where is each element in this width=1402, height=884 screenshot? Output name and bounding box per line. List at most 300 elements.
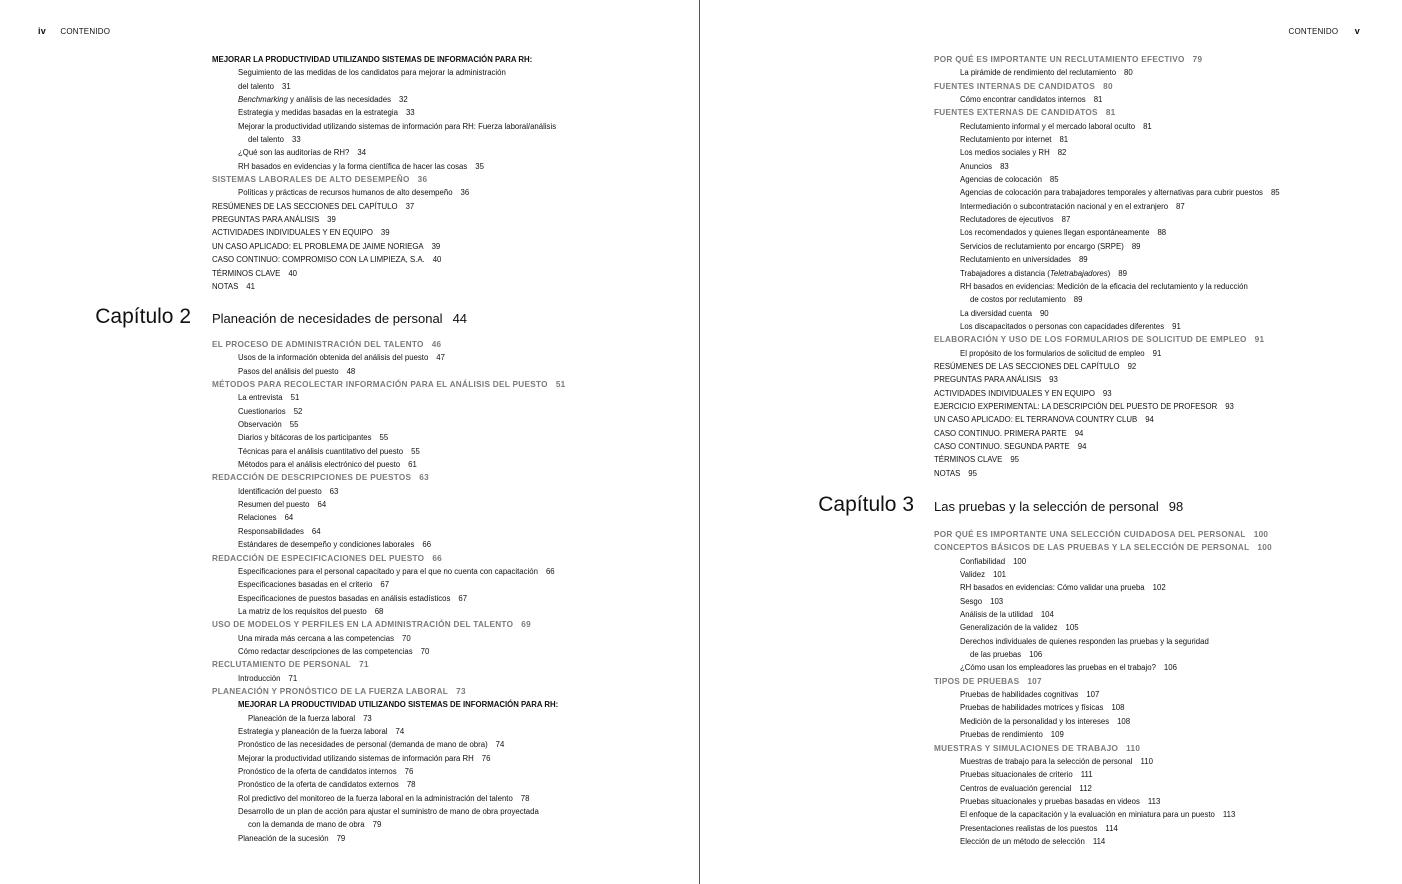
toc-entry-text: ACTIVIDADES INDIVIDUALES Y EN EQUIPO	[934, 388, 1095, 398]
toc-subentry	[212, 80, 682, 93]
toc-entry-text: POR QUÉ ES IMPORTANTE UNA SELECCIÓN CUIDADOSA DEL PERSONAL	[934, 530, 1246, 539]
toc-section-heading	[212, 658, 682, 671]
toc-page-number: 79	[372, 820, 382, 830]
toc-page-number: 101	[993, 570, 1007, 580]
right-toc-top	[934, 53, 1402, 480]
toc-subentry	[934, 240, 1402, 253]
toc-subentry	[212, 511, 682, 524]
toc-subentry	[212, 351, 682, 364]
toc-entry-text: RH basados en evidencias y la forma científica de hacer las cosas	[238, 161, 468, 171]
toc-page-number: 67	[380, 580, 390, 590]
toc-entry-text: Especificaciones para el personal capacitado y para el que no cuenta con capacitación	[238, 566, 538, 576]
toc-entry-text: Anuncios	[960, 161, 993, 171]
toc-end-item	[934, 453, 1402, 466]
toc-page-number: 107	[1086, 690, 1100, 700]
toc-entry-text: Pronóstico de la oferta de candidatos externos	[238, 780, 399, 790]
toc-entry-text: Intermediación o subcontratación nacional y en el extranjero	[960, 201, 1169, 211]
toc-entry-text: Especificaciones de puestos basadas en análisis estadísticos	[238, 593, 451, 603]
toc-entry-text: Pruebas situacionales de criterio	[960, 770, 1073, 780]
toc-entry-text: Pronóstico de la oferta de candidatos internos	[238, 767, 397, 776]
toc-subentry	[934, 347, 1402, 360]
toc-page-number: 89	[1118, 268, 1127, 278]
chapter-3-title: Las pruebas y la selección de personal 98	[934, 499, 1184, 514]
toc-section-heading	[934, 742, 1402, 755]
toc-entry-text: Cómo redactar descripciones de las competencias	[238, 646, 413, 656]
toc-entry-text: TIPOS DE PRUEBAS	[934, 676, 1020, 686]
toc-subentry	[934, 173, 1402, 186]
toc-page-number: 70	[420, 646, 430, 656]
toc-page-number: 68	[374, 606, 384, 616]
toc-entry-text: La entrevista	[238, 393, 283, 403]
toc-subentry	[212, 765, 682, 778]
toc-page-number: 91	[1172, 321, 1181, 331]
toc-subentry	[212, 792, 682, 805]
toc-page-number: 95	[1010, 455, 1019, 465]
toc-page-number: 47	[436, 353, 445, 363]
toc-entry-text: Trabajadores a distancia (Teletrabajadores)	[960, 268, 1111, 278]
toc-subentry	[212, 605, 682, 618]
toc-subentry	[212, 133, 682, 146]
toc-subentry	[212, 578, 682, 591]
left-toc-top	[212, 53, 682, 293]
toc-entry-text: Estrategia y planeación de la fuerza laboral	[238, 726, 388, 736]
toc-entry-text: Técnicas para el análisis cuantitativo del puesto	[238, 446, 404, 456]
toc-entry-text: Rol predictivo del monitoreo de la fuerza laboral en la administración del talento	[238, 793, 513, 803]
toc-entry-text: UN CASO APLICADO: EL TERRANOVA COUNTRY CLUB	[934, 415, 1138, 425]
toc-subentry	[934, 715, 1402, 728]
toc-entry-text: El propósito de los formularios de solicitud de empleo	[960, 348, 1145, 358]
toc-entry-text: ACTIVIDADES INDIVIDUALES Y EN EQUIPO	[212, 228, 373, 238]
toc-entry-text: Reclutamiento informal y el mercado laboral oculto	[960, 121, 1136, 131]
toc-page-number: 90	[1039, 308, 1049, 318]
toc-section-heading	[934, 80, 1402, 93]
toc-subentry	[934, 595, 1402, 608]
toc-entry-text: RH basados en evidencias: Medición de la eficacia del reclutamiento y la reducción	[960, 281, 1248, 291]
toc-subentry	[212, 418, 682, 431]
right-running-title: CONTENIDO	[1288, 27, 1339, 36]
toc-entry-text: Responsabilidades	[238, 526, 304, 536]
toc-entry-text: Muestras de trabajo para la selección de personal	[960, 756, 1133, 766]
toc-subentry	[934, 688, 1402, 701]
toc-subentry	[934, 93, 1402, 106]
toc-page-number: 114	[1092, 836, 1106, 846]
toc-page-number: 51	[555, 380, 566, 390]
toc-page-number: 48	[346, 366, 356, 376]
toc-page-number: 31	[281, 81, 291, 91]
toc-subentry	[212, 120, 682, 133]
toc-entry-text: RH basados en evidencias: Cómo validar una prueba	[960, 583, 1145, 593]
toc-subentry	[212, 160, 682, 173]
toc-page-number: 55	[289, 420, 299, 430]
toc-page-number: 40	[432, 255, 442, 265]
toc-bold-heading	[212, 53, 682, 66]
toc-entry-text: UN CASO APLICADO: EL PROBLEMA DE JAIME NORIEGA	[212, 241, 424, 251]
toc-entry-text: Métodos para el análisis electrónico del puesto	[238, 460, 401, 470]
toc-section-heading	[212, 338, 682, 351]
toc-subentry	[934, 267, 1402, 280]
toc-section-heading	[934, 528, 1402, 541]
toc-entry-text: TÉRMINOS CLAVE	[934, 455, 1003, 465]
toc-entry-text: Agencias de colocación para trabajadores temporales y alternativas para cubrir puestos	[960, 188, 1263, 198]
toc-entry-text: Benchmarking y análisis de las necesidades	[238, 95, 391, 105]
toc-entry-text: Una mirada más cercana a las competencias	[238, 633, 395, 643]
toc-subentry	[934, 66, 1402, 79]
toc-subentry	[212, 405, 682, 418]
toc-page-number: 33	[291, 135, 301, 145]
toc-page-number: 100	[1253, 530, 1269, 539]
toc-subentry	[934, 768, 1402, 781]
toc-entry-text: POR QUÉ ES IMPORTANTE UN RECLUTAMIENTO EFECTIVO	[934, 55, 1185, 64]
toc-page-number: 89	[1131, 241, 1141, 251]
toc-end-item	[212, 267, 682, 280]
toc-entry-text: PLANEACIÓN Y PRONÓSTICO DE LA FUERZA LABORAL	[212, 686, 449, 696]
toc-entry-text: PREGUNTAS PARA ANÁLISIS	[212, 215, 320, 225]
toc-entry-text: Validez	[960, 570, 985, 580]
toc-subentry	[212, 778, 682, 791]
toc-subentry	[212, 391, 682, 404]
toc-page-number: 76	[481, 753, 491, 763]
toc-page-number: 34	[357, 148, 367, 158]
toc-page-number: 66	[432, 553, 443, 563]
toc-entry-text: Los recomendados y quienes llegan espontáneamente	[960, 228, 1150, 238]
toc-entry-text: NOTAS	[934, 468, 961, 478]
toc-entry-text: EL PROCESO DE ADMINISTRACIÓN DEL TALENTO	[212, 340, 424, 349]
toc-page-number: 113	[1147, 796, 1161, 806]
toc-entry-text: Los discapacitados o personas con capacidades diferentes	[960, 321, 1165, 331]
toc-page-number: 63	[329, 486, 339, 496]
toc-entry-text: El enfoque de la capacitación y la evaluación en miniatura para un puesto	[960, 810, 1215, 820]
toc-page-number: 66	[422, 540, 432, 550]
toc-page-number: 89	[1078, 255, 1088, 265]
toc-page-number: 108	[1117, 716, 1131, 726]
toc-page-number: 85	[1270, 188, 1280, 198]
toc-entry-text: CASO CONTINUO: COMPROMISO CON LA LIMPIEZA, S.A.	[212, 255, 425, 265]
toc-end-item	[934, 400, 1402, 413]
toc-subentry	[934, 728, 1402, 741]
toc-section-heading	[212, 618, 682, 631]
toc-subentry	[934, 822, 1402, 835]
toc-subentry	[934, 808, 1402, 821]
toc-section-heading	[934, 675, 1402, 688]
toc-page-number: 102	[1152, 583, 1166, 593]
toc-subentry	[212, 146, 682, 159]
toc-page-number: 87	[1061, 215, 1071, 225]
toc-subentry	[212, 632, 682, 645]
toc-section-heading	[212, 173, 682, 186]
toc-entry-text: Resumen del puesto	[238, 500, 310, 510]
left-running-head	[38, 26, 110, 36]
toc-entry-text: EJERCICIO EXPERIMENTAL: LA DESCRIPCIÓN DEL PUESTO DE PROFESOR	[934, 401, 1218, 411]
toc-page-number: 112	[1079, 783, 1092, 793]
toc-entry-text: Introducción	[238, 673, 281, 683]
toc-section-heading	[934, 333, 1402, 346]
toc-page-number: 104	[1040, 610, 1054, 620]
toc-entry-text: de costos por reclutamiento	[970, 295, 1066, 305]
toc-subentry	[934, 200, 1402, 213]
toc-page-number: 80	[1124, 68, 1133, 78]
right-page	[701, 0, 1402, 884]
toc-entry-text: ¿Cómo usan los empleadores las pruebas en el trabajo?	[960, 663, 1156, 673]
toc-subentry	[934, 160, 1402, 173]
toc-end-item	[212, 240, 682, 253]
toc-entry-text: Sesgo	[960, 596, 983, 606]
toc-end-item	[934, 440, 1402, 453]
chapter-2-label: Capítulo 2	[95, 305, 191, 328]
toc-page-number: 71	[359, 660, 369, 670]
toc-page-number: 85	[1049, 175, 1059, 185]
toc-page-number: 83	[1000, 161, 1009, 171]
toc-subentry	[934, 701, 1402, 714]
toc-page-number: 108	[1111, 703, 1125, 713]
toc-page-number: 107	[1027, 676, 1042, 686]
toc-page-number: 39	[380, 228, 390, 238]
toc-entry-text: MÉTODOS PARA RECOLECTAR INFORMACIÓN PARA EL ANÁLISIS DEL PUESTO	[212, 380, 548, 390]
toc-entry-text: PREGUNTAS PARA ANÁLISIS	[934, 375, 1042, 385]
left-page	[0, 0, 700, 884]
toc-page-number: 91	[1152, 348, 1162, 358]
toc-subentry	[212, 93, 682, 106]
toc-page-number: 32	[399, 95, 408, 105]
toc-entry-text: RECLUTAMIENTO DE PERSONAL	[212, 660, 352, 670]
toc-page-number: 73	[456, 686, 466, 696]
toc-entry-text: Desarrollo de un plan de acción para ajustar el suministro de mano de obra proyectada	[238, 807, 539, 817]
toc-page-number: 36	[460, 188, 470, 198]
toc-page-number: 39	[327, 215, 336, 225]
toc-page-number: 82	[1057, 148, 1067, 158]
chapter-2-title: Planeación de necesidades de personal 44	[212, 311, 468, 326]
toc-subentry	[934, 120, 1402, 133]
right-toc-chapter	[934, 528, 1402, 848]
toc-subentry	[934, 782, 1402, 795]
toc-entry-text: Reclutadores de ejecutivos	[960, 215, 1054, 225]
toc-entry-text: Cómo encontrar candidatos internos	[960, 95, 1086, 105]
toc-entry-text: Medición de la personalidad y los intereses	[960, 716, 1110, 726]
toc-end-item	[212, 280, 682, 293]
toc-entry-text: del talento	[248, 135, 284, 145]
toc-subentry	[934, 280, 1402, 293]
toc-entry-text: Pruebas de habilidades cognitivas	[960, 690, 1079, 700]
toc-subentry	[934, 320, 1402, 333]
toc-page-number: 61	[408, 460, 417, 470]
toc-subentry	[934, 568, 1402, 581]
toc-page-number: 106	[1029, 650, 1043, 660]
toc-page-number: 66	[545, 566, 555, 576]
toc-entry-text: Relaciones	[238, 513, 277, 523]
toc-page-number: 78	[406, 780, 416, 790]
toc-page-number: 79	[336, 833, 346, 843]
toc-entry-text: Mejorar la productividad utilizando sistemas de información para RH	[238, 753, 474, 763]
toc-entry-text: CONCEPTOS BÁSICOS DE LAS PRUEBAS Y LA SELECCIÓN DE PERSONAL	[934, 543, 1250, 553]
toc-entry-text: ¿Qué son las auditorías de RH?	[238, 148, 350, 158]
toc-entry-text: TÉRMINOS CLAVE	[212, 268, 281, 278]
toc-subentry	[934, 835, 1402, 848]
toc-entry-text: Presentaciones realistas de los puestos	[960, 823, 1098, 833]
toc-page-number: 67	[458, 593, 468, 603]
toc-subentry	[934, 555, 1402, 568]
toc-entry-text: de las pruebas	[970, 650, 1022, 660]
toc-entry-text: Políticas y prácticas de recursos humanos de alto desempeño	[238, 188, 453, 198]
toc-entry-text: Estrategia y medidas basadas en la estrategia	[238, 108, 398, 118]
toc-subentry	[212, 832, 682, 845]
toc-subentry	[212, 106, 682, 119]
toc-subentry	[212, 431, 682, 444]
toc-page-number: 94	[1074, 428, 1084, 438]
toc-end-item	[934, 387, 1402, 400]
toc-subentry	[212, 592, 682, 605]
toc-subentry	[212, 738, 682, 751]
toc-entry-text: Planeación de la fuerza laboral	[248, 713, 356, 723]
right-page-number: v	[1354, 26, 1360, 36]
toc-entry-text: REDACCIÓN DE ESPECIFICACIONES DEL PUESTO	[212, 553, 425, 563]
toc-subentry	[212, 538, 682, 551]
toc-page-number: 103	[990, 596, 1004, 606]
toc-section-heading	[212, 471, 682, 484]
toc-page-number: 46	[431, 340, 442, 349]
toc-page-number: 87	[1176, 201, 1185, 211]
toc-subentry	[212, 458, 682, 471]
toc-page-number: 111	[1080, 770, 1093, 780]
page-divider	[699, 0, 700, 884]
toc-entry-text: Usos de la información obtenida del análisis del puesto	[238, 353, 429, 363]
toc-end-item	[934, 373, 1402, 386]
toc-subentry	[934, 293, 1402, 306]
toc-page-number: 81	[1143, 121, 1152, 131]
toc-page-number: 81	[1059, 135, 1069, 145]
toc-entry-text: SISTEMAS LABORALES DE ALTO DESEMPEÑO	[212, 175, 410, 185]
toc-subentry	[934, 307, 1402, 320]
toc-entry-text: La matriz de los requisitos del puesto	[238, 606, 367, 616]
toc-subentry	[934, 186, 1402, 199]
toc-page-number: 74	[495, 740, 505, 750]
toc-subentry	[212, 672, 682, 685]
toc-end-item	[212, 226, 682, 239]
toc-section-heading	[934, 541, 1402, 554]
toc-entry-text: CASO CONTINUO. SEGUNDA PARTE	[934, 441, 1070, 451]
toc-subentry	[212, 565, 682, 578]
toc-subentry	[934, 608, 1402, 621]
toc-end-item	[934, 427, 1402, 440]
toc-page-number: 94	[1077, 441, 1087, 451]
left-running-title: CONTENIDO	[60, 27, 111, 36]
toc-entry-text: CASO CONTINUO. PRIMERA PARTE	[934, 428, 1067, 438]
toc-subentry	[212, 186, 682, 199]
toc-entry-text: Elección de un método de selección	[960, 836, 1085, 846]
toc-entry-text: Análisis de la utilidad	[960, 610, 1033, 620]
toc-end-item	[212, 253, 682, 266]
toc-page-number: 88	[1157, 228, 1167, 238]
toc-page-number: 81	[1105, 108, 1116, 118]
toc-page-number: 100	[1257, 543, 1272, 553]
toc-entry-text: Agencias de colocación	[960, 175, 1042, 185]
toc-subentry	[934, 226, 1402, 239]
toc-entry-text: ELABORACIÓN Y USO DE LOS FORMULARIOS DE SOLICITUD DE EMPLEO	[934, 335, 1247, 345]
toc-entry-text: FUENTES INTERNAS DE CANDIDATOS	[934, 81, 1096, 91]
toc-subentry	[934, 146, 1402, 159]
toc-entry-text: Servicios de reclutamiento por encargo (SRPE)	[960, 241, 1124, 251]
toc-page-number: 105	[1065, 623, 1079, 633]
toc-page-number: 37	[405, 201, 415, 211]
toc-section-heading	[934, 106, 1402, 119]
toc-subentry	[212, 445, 682, 458]
toc-page-number: 33	[405, 108, 415, 118]
toc-entry-text: La pirámide de rendimiento del reclutamiento	[960, 68, 1117, 78]
toc-page-number: 64	[311, 526, 321, 536]
toc-page-number: 73	[363, 713, 372, 723]
toc-subentry	[934, 635, 1402, 648]
toc-page-number: 78	[520, 793, 530, 803]
toc-entry-text: Estándares de desempeño y condiciones laborales	[238, 540, 415, 550]
toc-page-number: 100	[1013, 556, 1027, 566]
toc-entry-text: REDACCIÓN DE DESCRIPCIONES DE PUESTOS	[212, 473, 412, 483]
toc-subentry	[212, 365, 682, 378]
toc-entry-text: RESÚMENES DE LAS SECCIONES DEL CAPÍTULO	[212, 201, 398, 211]
toc-subentry	[934, 253, 1402, 266]
toc-subentry	[212, 485, 682, 498]
toc-page-number: 70	[402, 633, 411, 643]
toc-page-number: 89	[1073, 295, 1083, 305]
toc-section-heading	[212, 378, 682, 391]
toc-entry-text: Observación	[238, 420, 282, 430]
toc-subentry	[934, 581, 1402, 594]
toc-entry-text: USO DE MODELOS Y PERFILES EN LA ADMINISTRACIÓN DEL TALENTO	[212, 620, 514, 630]
toc-page-number: 64	[317, 500, 327, 510]
toc-subentry	[212, 525, 682, 538]
toc-entry-text: Diarios y bitácoras de los participantes	[238, 433, 372, 443]
toc-entry-text: Reclutamiento por internet	[960, 135, 1052, 145]
toc-page-number: 93	[1102, 388, 1112, 398]
toc-page-number: 76	[404, 767, 414, 776]
toc-entry-text: MUESTRAS Y SIMULACIONES DE TRABAJO	[934, 743, 1119, 753]
toc-entry-text: Cuestionarios	[238, 406, 286, 416]
toc-subentry	[934, 795, 1402, 808]
toc-section-heading	[934, 53, 1402, 66]
chapter-3-label: Capítulo 3	[818, 493, 914, 516]
toc-page-number: 63	[419, 473, 430, 483]
toc-subentry	[212, 498, 682, 511]
toc-page-number: 91	[1254, 335, 1265, 345]
toc-page-number: 94	[1145, 415, 1154, 425]
toc-entry-text: Confiabilidad	[960, 556, 1006, 566]
toc-subentry	[212, 725, 682, 738]
toc-entry-text: Reclutamiento en universidades	[960, 255, 1071, 265]
toc-entry-text: Mejorar la productividad utilizando sistemas de información para RH: Fuerza laboral/análisis	[238, 121, 557, 131]
left-page-number: iv	[38, 26, 46, 36]
toc-subentry	[934, 213, 1402, 226]
toc-section-heading	[212, 685, 682, 698]
toc-entry-text: MEJORAR LA PRODUCTIVIDAD UTILIZANDO SISTEMAS DE INFORMACIÓN PARA RH:	[238, 700, 559, 710]
toc-entry-text: Derechos individuales de quienes responden las pruebas y la seguridad	[960, 636, 1209, 646]
toc-subentry	[934, 621, 1402, 634]
toc-subentry	[212, 66, 682, 79]
toc-end-item	[212, 213, 682, 226]
right-running-head	[1289, 26, 1360, 36]
toc-page-number: 80	[1103, 81, 1113, 91]
toc-subentry	[934, 755, 1402, 768]
toc-page-number: 114	[1105, 823, 1118, 833]
toc-entry-text: Pasos del análisis del puesto	[238, 366, 339, 376]
toc-entry-text: Planeación de la sucesión	[238, 833, 329, 843]
toc-page-number: 52	[293, 406, 303, 416]
toc-entry-text: Centros de evaluación gerencial	[960, 783, 1072, 793]
toc-page-number: 79	[1192, 55, 1203, 64]
toc-page-number: 92	[1127, 361, 1137, 371]
toc-entry-text: Pruebas de rendimiento	[960, 730, 1043, 740]
toc-page-number: 71	[288, 673, 298, 683]
toc-page-number: 51	[290, 393, 300, 403]
toc-entry-text: Generalización de la validez	[960, 623, 1058, 633]
toc-page-number: 95	[968, 468, 977, 478]
toc-entry-text: Pronóstico de las necesidades de personal (demanda de mano de obra)	[238, 740, 488, 750]
